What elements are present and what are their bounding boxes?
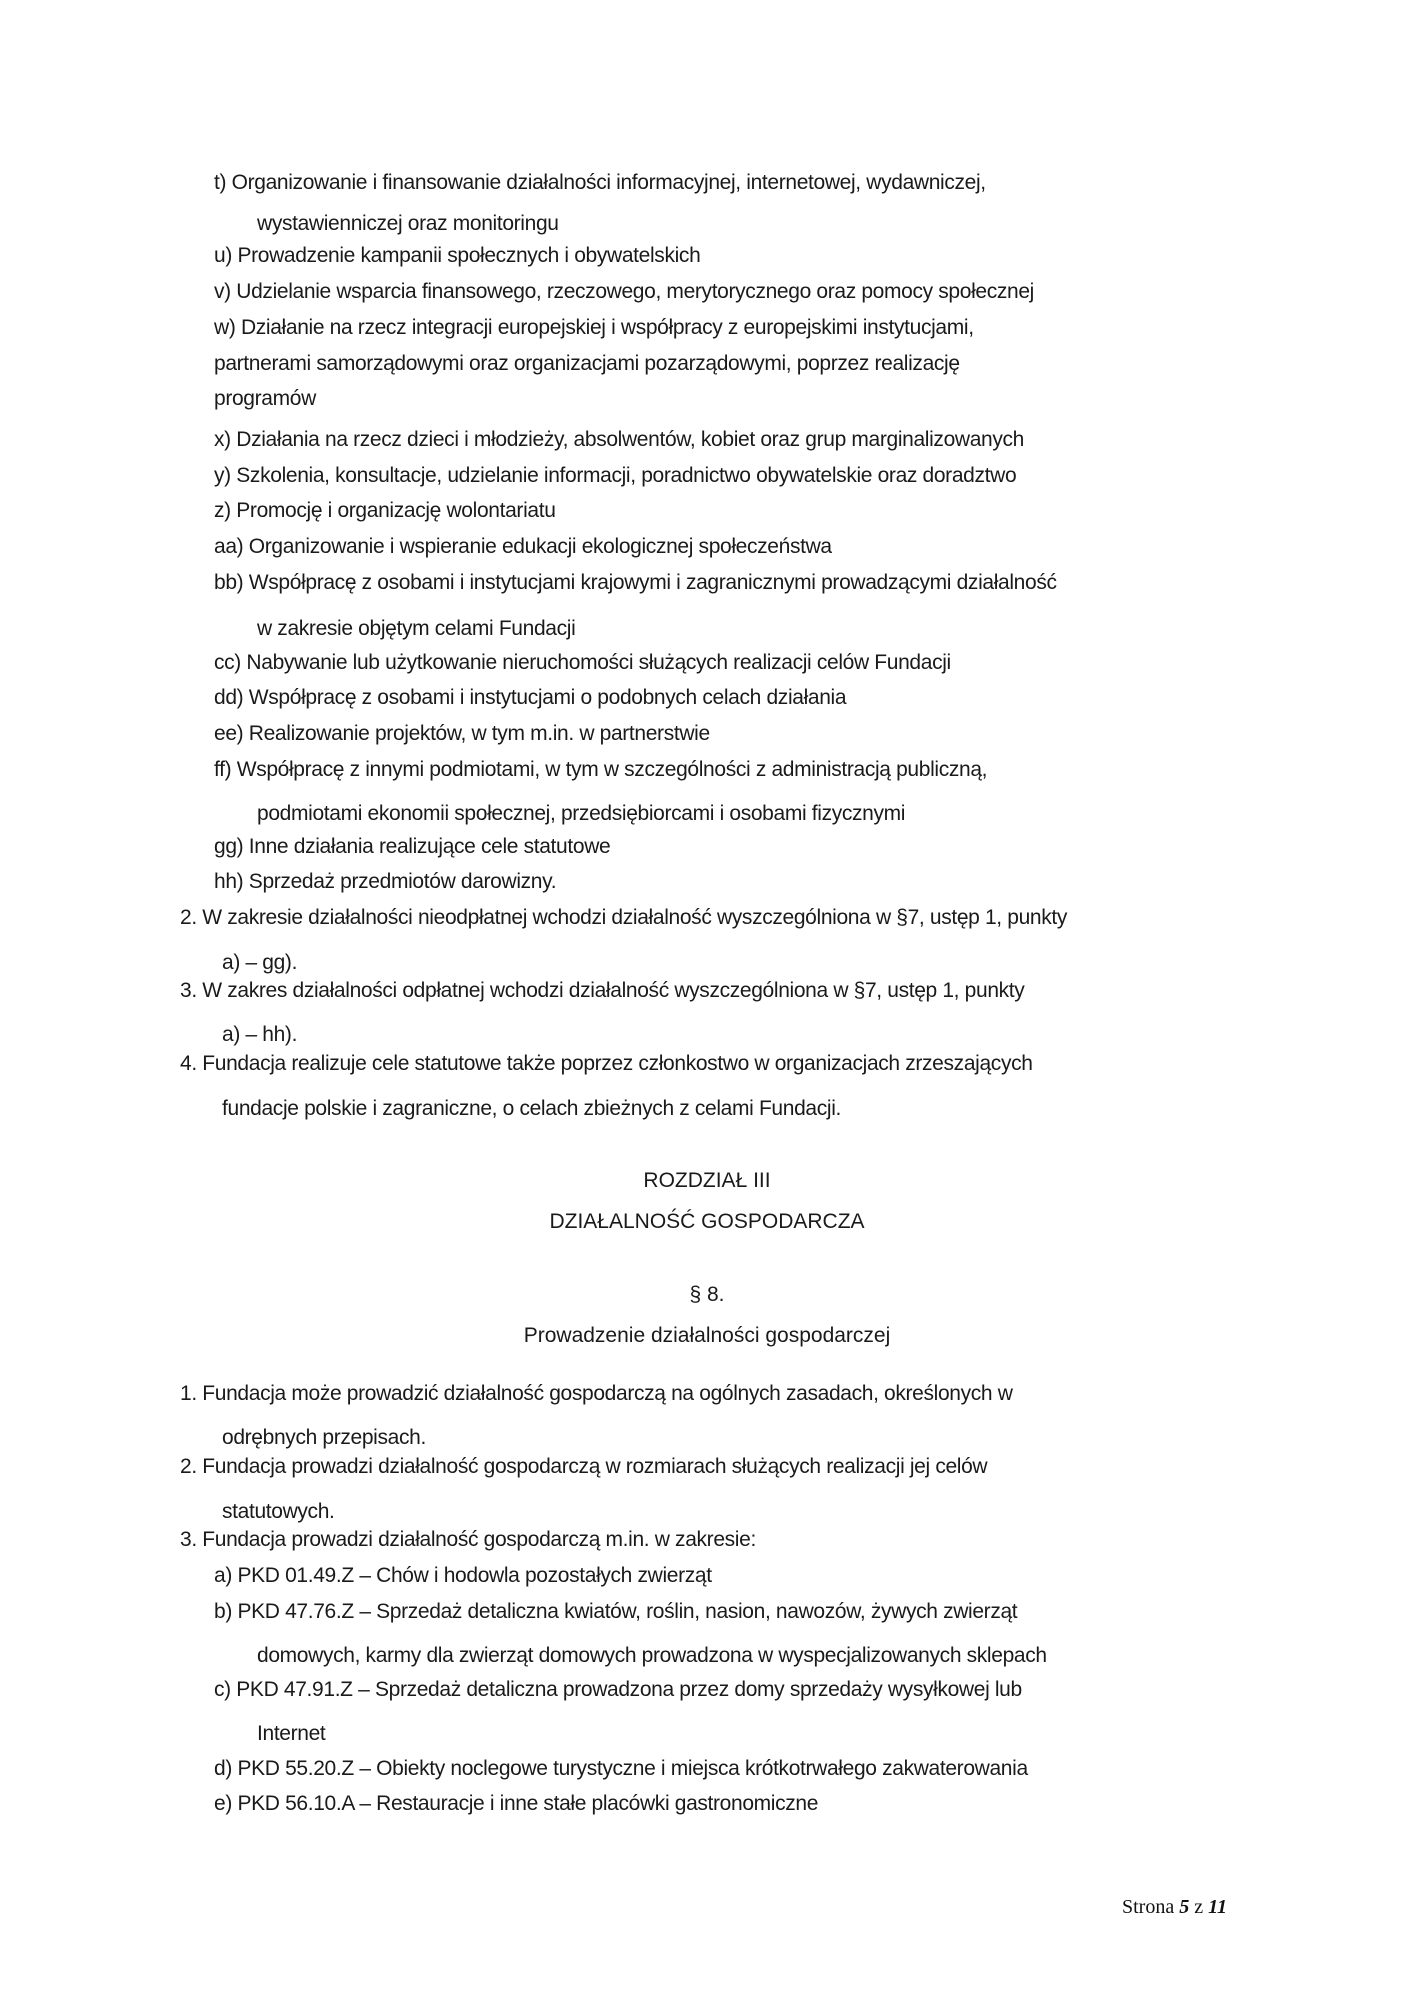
numbered-point: a) – gg). bbox=[222, 951, 298, 974]
page-footer bbox=[1122, 1895, 1227, 1919]
list-item: t) Organizowanie i finansowanie działalności informacyjnej, internetowej, wydawniczej, bbox=[214, 171, 986, 194]
list-item: wystawienniczej oraz monitoringu bbox=[257, 212, 559, 235]
list-item: podmiotami ekonomii społecznej, przedsiębiorcami i osobami fizycznymi bbox=[257, 802, 906, 825]
chapter-title: DZIAŁALNOŚĆ GOSPODARCZA bbox=[549, 1210, 865, 1233]
list-item: u) Prowadzenie kampanii społecznych i obywatelskich bbox=[214, 244, 701, 267]
chapter-number: ROZDZIAŁ III bbox=[643, 1169, 771, 1192]
list-item: cc) Nabywanie lub użytkowanie nieruchomości służących realizacji celów Fundacji bbox=[214, 651, 951, 674]
list-item: ee) Realizowanie projektów, w tym m.in. w partnerstwie bbox=[214, 722, 710, 745]
numbered-point: odrębnych przepisach. bbox=[222, 1426, 426, 1449]
numbered-point: Internet bbox=[257, 1722, 326, 1745]
list-item: aa) Organizowanie i wspieranie edukacji ekologicznej społeczeństwa bbox=[214, 535, 832, 558]
list-item: programów bbox=[214, 387, 316, 410]
numbered-point: fundacje polskie i zagraniczne, o celach zbieżnych z celami Fundacji. bbox=[222, 1097, 842, 1120]
list-item: w zakresie objętym celami Fundacji bbox=[257, 617, 576, 640]
numbered-point: a) – hh). bbox=[222, 1023, 298, 1046]
list-item: dd) Współpracę z osobami i instytucjami o podobnych celach działania bbox=[214, 686, 847, 709]
list-item: y) Szkolenia, konsultacje, udzielanie informacji, poradnictwo obywatelskie oraz doradztwo bbox=[214, 464, 1017, 487]
list-item: x) Działania na rzecz dzieci i młodzieży, absolwentów, kobiet oraz grup marginalizowanych bbox=[214, 428, 1025, 451]
total-pages-number: 11 bbox=[1208, 1896, 1228, 1918]
numbered-point: a) PKD 01.49.Z – Chów i hodowla pozostałych zwierząt bbox=[214, 1564, 712, 1587]
list-item: partnerami samorządowymi oraz organizacjami pozarządowymi, poprzez realizację bbox=[214, 352, 960, 375]
numbered-point: 4. Fundacja realizuje cele statutowe także poprzez członkostwo w organizacjach zrzeszających bbox=[180, 1052, 1033, 1075]
numbered-point: 1. Fundacja może prowadzić działalność gospodarczą na ogólnych zasadach, określonych w bbox=[180, 1382, 1013, 1405]
section-title: Prowadzenie działalności gospodarczej bbox=[523, 1324, 891, 1347]
numbered-point: 2. W zakresie działalności nieodpłatnej wchodzi działalność wyszczególniona w §7, ustęp 1, punkty bbox=[180, 906, 1068, 929]
page-label: Strona bbox=[1122, 1896, 1175, 1918]
numbered-point: domowych, karmy dla zwierząt domowych prowadzona w wyspecjalizowanych sklepach bbox=[257, 1644, 1047, 1667]
section-number: § 8. bbox=[689, 1283, 725, 1306]
numbered-point: b) PKD 47.76.Z – Sprzedaż detaliczna kwiatów, roślin, nasion, nawozów, żywych zwierząt bbox=[214, 1600, 1018, 1623]
list-item: gg) Inne działania realizujące cele statutowe bbox=[214, 835, 611, 858]
page-separator: z bbox=[1194, 1896, 1204, 1918]
numbered-point: e) PKD 56.10.A – Restauracje i inne stałe placówki gastronomiczne bbox=[214, 1792, 819, 1815]
list-item: v) Udzielanie wsparcia finansowego, rzeczowego, merytorycznego oraz pomocy społecznej bbox=[214, 280, 1034, 303]
list-item: z) Promocję i organizację wolontariatu bbox=[214, 499, 556, 522]
numbered-point: 2. Fundacja prowadzi działalność gospodarczą w rozmiarach służących realizacji jej celów bbox=[180, 1455, 988, 1478]
numbered-point: 3. W zakres działalności odpłatnej wchodzi działalność wyszczególniona w §7, ustęp 1, punkty bbox=[180, 979, 1025, 1002]
list-item: hh) Sprzedaż przedmiotów darowizny. bbox=[214, 870, 557, 893]
numbered-point: d) PKD 55.20.Z – Obiekty noclegowe turystyczne i miejsca krótkotrwałego zakwaterowania bbox=[214, 1757, 1028, 1780]
list-item: ff) Współpracę z innymi podmiotami, w tym w szczególności z administracją publiczną, bbox=[214, 758, 988, 781]
numbered-point: statutowych. bbox=[222, 1500, 335, 1523]
list-item: w) Działanie na rzecz integracji europejskiej i współpracy z europejskimi instytucjami, bbox=[214, 316, 974, 339]
list-item: bb) Współpracę z osobami i instytucjami krajowymi i zagranicznymi prowadzącymi działalność bbox=[214, 571, 1057, 594]
numbered-point: 3. Fundacja prowadzi działalność gospodarczą m.in. w zakresie: bbox=[180, 1528, 756, 1551]
numbered-point: c) PKD 47.91.Z – Sprzedaż detaliczna prowadzona przez domy sprzedaży wysyłkowej lub bbox=[214, 1678, 1022, 1701]
current-page-number: 5 bbox=[1179, 1896, 1190, 1918]
